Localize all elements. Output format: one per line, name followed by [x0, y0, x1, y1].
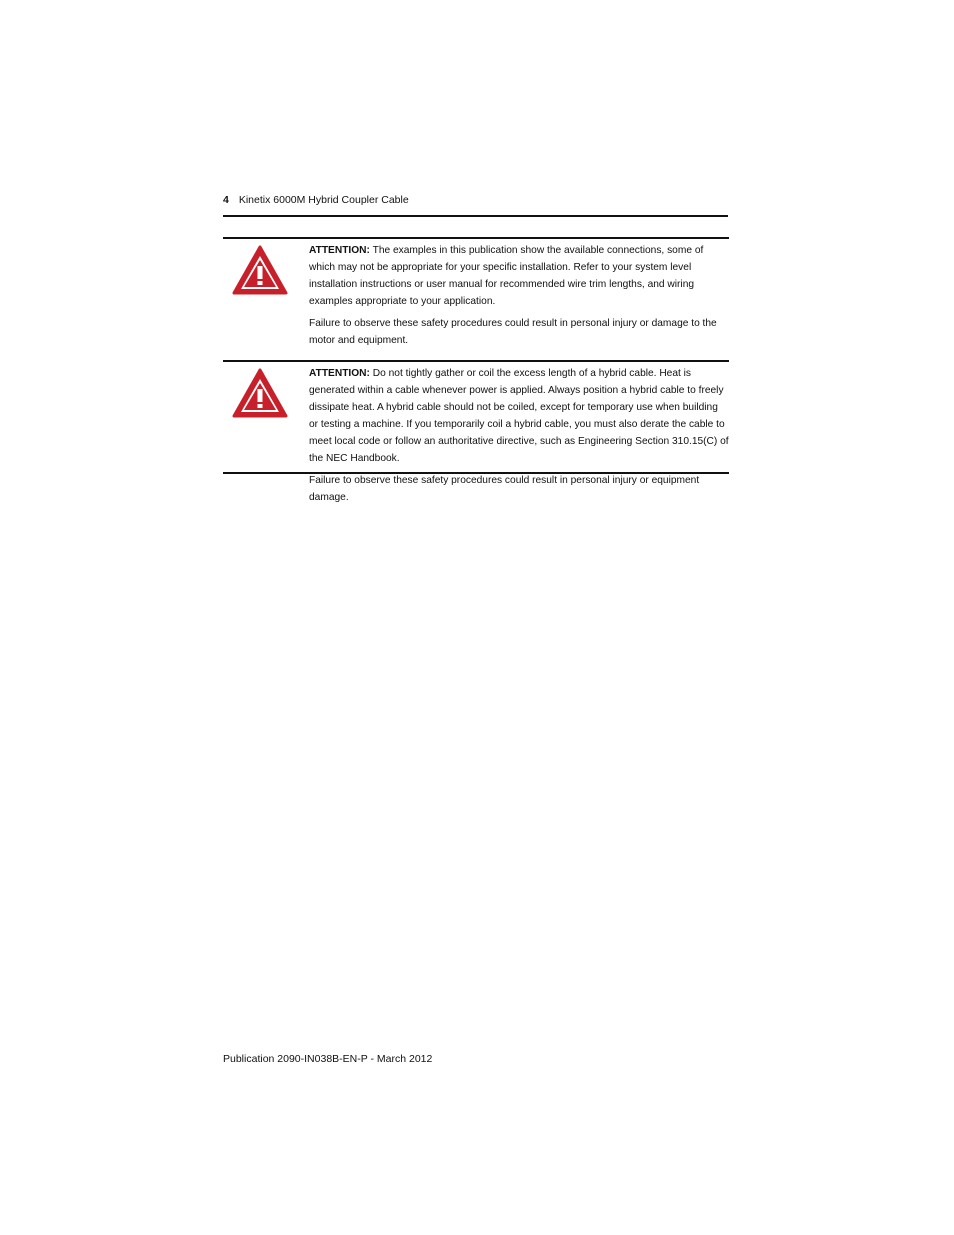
page-number: 4 [223, 194, 229, 206]
attention-text [309, 365, 729, 506]
attention-label: ATTENTION: [309, 368, 370, 379]
attention-message: Do not tightly gather or coil the excess length of a hybrid cable. Heat is generated within a cable whenever power is applied. Always position a hybrid cable to freely dissipate heat. A hybrid cable should not be coiled, except for temporary use when building or testing a machine. If you temporarily coil a hybrid cable, you must also derate the cable to meet local code or follow an authoritative directive, such as Engineering Section 310.15(C) of the NEC Handbook. [309, 368, 729, 464]
attention-consequence: Failure to observe these safety procedures could result in personal injury or damage to the motor and equipment. [309, 318, 717, 346]
document-title: Kinetix 6000M Hybrid Coupler Cable [238, 194, 409, 206]
attention-paragraph [309, 242, 729, 310]
publication-footer: Publication 2090-IN038B-EN-P - March 2012 [223, 1053, 433, 1065]
attention-block [223, 360, 729, 503]
attention-label: ATTENTION: [309, 245, 370, 256]
page-header [223, 193, 728, 217]
attention-message: The examples in this publication show the available connections, some of which may not be appropriate for your specific installation. Refer to your system level installation instructions or user manual for recommended wire trim lengths, and wiring examples appropriate to your application. [309, 245, 704, 307]
attention-text [309, 242, 729, 349]
warning-triangle-icon [231, 244, 289, 296]
warning-triangle-icon [231, 367, 289, 419]
attention-block [223, 237, 729, 352]
attention-paragraph [309, 365, 729, 467]
attention-consequence: Failure to observe these safety procedures could result in personal injury or equipment damage. [309, 475, 700, 503]
